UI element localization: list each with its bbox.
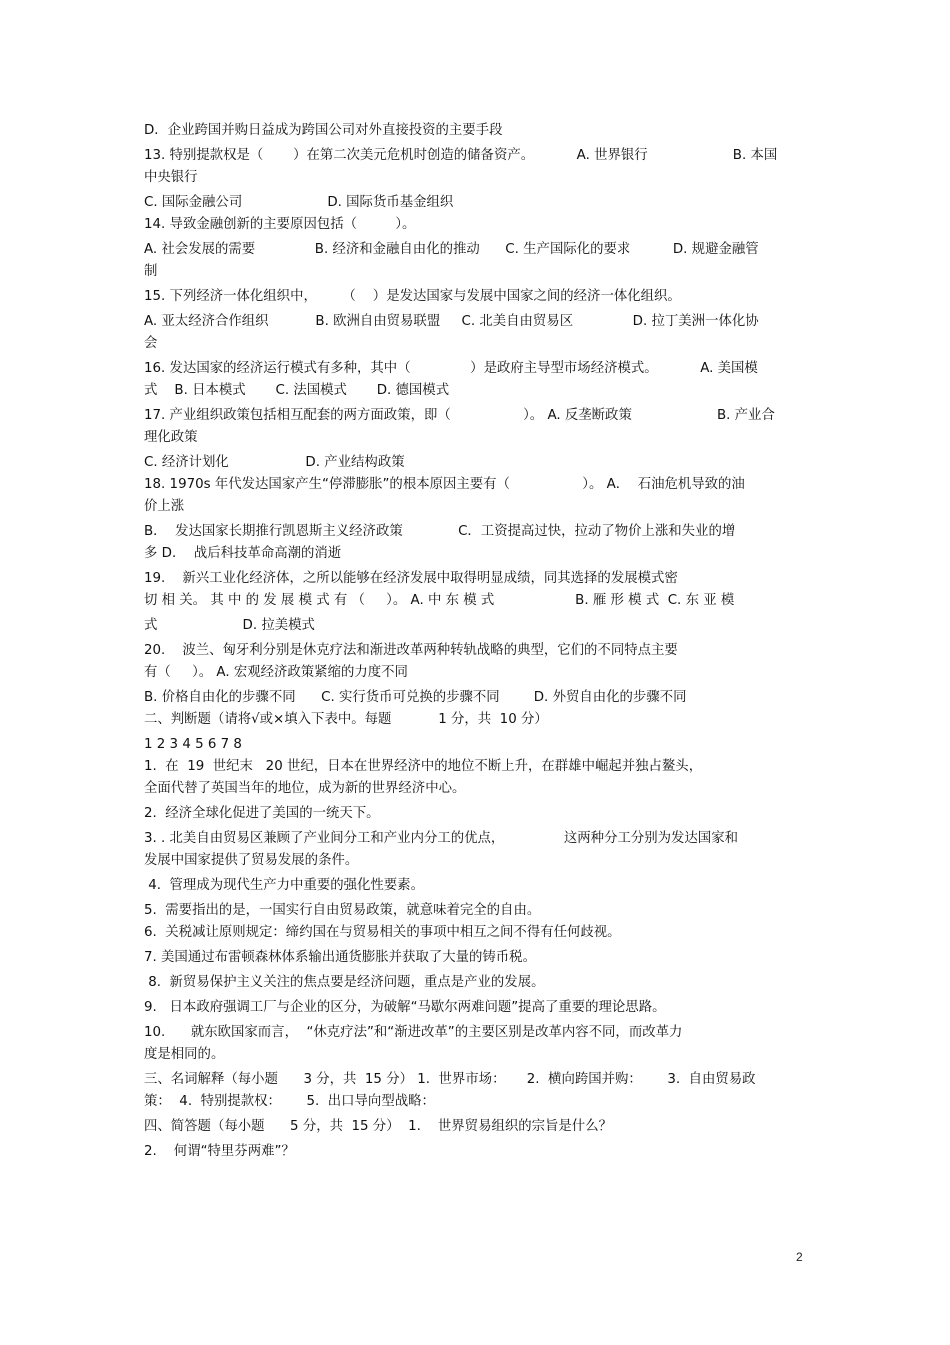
- text-line: 价上涨: [144, 499, 185, 514]
- text-line: 有（ ）。 A. 宏观经济政策紧缩的力度不同: [144, 665, 408, 680]
- text-line: C. 经济计划化 D. 产业结构政策: [144, 455, 405, 470]
- judgment-8-line: 8. 新贸易保护主义关注的焦点要是经济问题，重点是产业的发展。: [144, 975, 545, 990]
- text-line: 切 相 关。 其 中 的 发 展 模 式 有 （ ）。 A. 中 东 模 式 B. 雁 形 模 式 C. 东 亚 模: [144, 593, 735, 608]
- question-18-line: 18. 1970s 年代发达国家产生“停滞膨胀”的根本原因主要有（ ）。 A． 石油危机导致的油: [144, 477, 745, 492]
- text-line: 多 D． 战后科技革命高潮的消逝: [144, 546, 342, 561]
- page-number: 2: [796, 1250, 803, 1264]
- question-17-line: 17. 产业组织政策包括相互配套的两方面政策，即（ ）。 A. 反垄断政策 B. 产业合: [144, 408, 775, 423]
- judgment-4-line: 4. 管理成为现代生产力中重要的强化性要素。: [144, 878, 424, 893]
- question-15-line: 15. 下列经济一体化组织中， （ ）是发达国家与发展中国家之间的经济一体化组织。: [144, 289, 681, 304]
- judgment-5-line: 5. 需要指出的是，一国实行自由贸易政策，就意味着完全的自由。: [144, 903, 541, 918]
- text-line: 会: [144, 336, 158, 351]
- text-line: B． 发达国家长期推行凯恩斯主义经济政策 C．工资提高过快，拉动了物价上涨和失业的增: [144, 524, 736, 539]
- question-16-line: 16. 发达国家的经济运行模式有多种，其中（ ）是政府主导型市场经济模式。 A. 美国模: [144, 361, 758, 376]
- page-text: [144, 120, 812, 1163]
- text-line: 策： 4. 特别提款权： 5. 出口导向型战略：: [144, 1094, 435, 1109]
- judgment-3-line: 3. . 北美自由贸易区兼顾了产业间分工和产业内分工的优点， 这两种分工分别为发达国家和: [144, 831, 738, 846]
- question-13-line: 13. 特别提款权是（ ）在第二次美元危机时创造的储备资产。 A. 世界银行 B. 本国: [144, 148, 778, 163]
- question-14-line: 14. 导致金融创新的主要原因包括（ ）。: [144, 217, 416, 232]
- text-line: 制: [144, 264, 158, 279]
- judgment-9-line: 9. 日本政府强调工厂与企业的区分，为破解“马歇尔两难问题”提高了重要的理论思路。: [144, 1000, 666, 1015]
- text-line: D．企业跨国并购日益成为跨国公司对外直接投资的主要手段: [144, 123, 503, 138]
- judgment-7-line: 7. 美国通过布雷顿森林体系输出通货膨胀并获取了大量的铸币税。: [144, 950, 536, 965]
- text-line: 中央银行: [144, 170, 198, 185]
- text-line: 式 B. 日本模式 C. 法国模式 D. 德国模式: [144, 383, 450, 398]
- text-line: A. 社会发展的需要 B. 经济和金融自由化的推动 C. 生产国际化的要求 D. 规避金融管: [144, 242, 759, 257]
- judgment-10-line: 10. 就东欧国家而言， “休克疗法”和“渐进改革”的主要区别是改革内容不同，而改革力: [144, 1025, 683, 1040]
- section-2-heading: 二、判断题（请将√或×填入下表中。每题 1 分，共 10 分）: [144, 712, 548, 727]
- question-20-line: 20. 波兰、匈牙利分别是休克疗法和渐进改革两种转轨战略的典型，它们的不同特点主要: [144, 643, 678, 658]
- question-19-line: 19. 新兴工业化经济体，之所以能够在经济发展中取得明显成绩，同其选择的发展模式密: [144, 571, 678, 586]
- text-line: 式 D. 拉美模式: [144, 618, 315, 633]
- text-line: 理化政策: [144, 430, 198, 445]
- answer-table-numbers: 1 2 3 4 5 6 7 8: [144, 737, 242, 752]
- text-line: 发展中国家提供了贸易发展的条件。: [144, 853, 359, 868]
- judgment-1-line: 1. 在 19 世纪末 20 世纪，日本在世界经济中的地位不断上升，在群雄中崛起并独占鳌头，: [144, 759, 703, 774]
- text-line: 全面代替了英国当年的地位，成为新的世界经济中心。: [144, 781, 466, 796]
- section-4-heading: 四、简答题（每小题 5 分，共 15 分） 1. 世界贸易组织的宗旨是什么？: [144, 1119, 612, 1134]
- text-line: 度是相同的。: [144, 1047, 225, 1062]
- text-line: B. 价格自由化的步骤不同 C. 实行货币可兑换的步骤不同 D. 外贸自由化的步骤不同: [144, 690, 687, 705]
- judgment-6-line: 6. 关税减让原则规定：缔约国在与贸易相关的事项中相互之间不得有任何歧视。: [144, 925, 621, 940]
- text-line: C. 国际金融公司 D. 国际货币基金组织: [144, 195, 454, 210]
- short-answer-2-line: 2. 何谓“特里芬两难”？: [144, 1144, 295, 1159]
- judgment-2-line: 2. 经济全球化促进了美国的一统天下。: [144, 806, 380, 821]
- text-line: A. 亚太经济合作组织 B. 欧洲自由贸易联盟 C. 北美自由贸易区 D. 拉丁美洲一体化协: [144, 314, 759, 329]
- section-3-heading: 三、名词解释（每小题 3 分，共 15 分） 1. 世界市场： 2. 横向跨国并购： 3. 自由贸易政: [144, 1072, 756, 1087]
